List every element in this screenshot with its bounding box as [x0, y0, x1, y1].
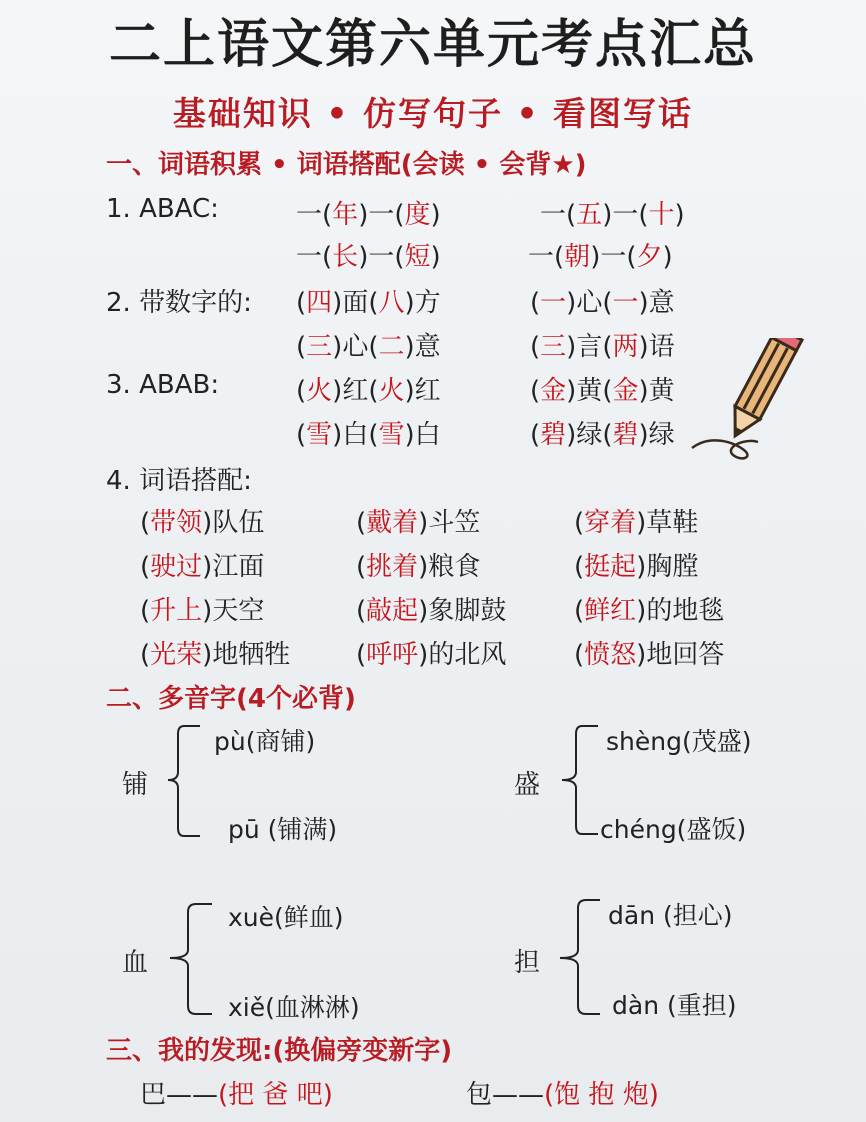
collocation-item: (光荣)地牺牲 [140, 640, 291, 670]
abac-item: 一(年)一(度) [296, 200, 441, 230]
answer-text: 火 [378, 376, 405, 406]
answer-text: 碧 [612, 420, 639, 450]
section-2-heading: 二、多音字(4个必背) [106, 684, 356, 714]
answer-text: 三 [540, 332, 567, 362]
collocation-item: (挑着)粮食 [356, 552, 481, 582]
answer-text: 光荣 [150, 640, 203, 670]
pencil-icon [688, 338, 828, 462]
polyphone-reading: dàn (重担) [612, 991, 737, 1020]
answer-text: 戴着 [366, 508, 419, 538]
answer-text: 长 [332, 242, 359, 272]
collocation-item: (升上)天空 [140, 596, 265, 626]
answer-text: 鲜红 [584, 596, 637, 626]
abab-item: (雪)白(雪)白 [296, 420, 441, 450]
abab-item: (金)黄(金)黄 [530, 376, 675, 406]
answer-text: 年 [332, 200, 359, 230]
answer-text: 八 [378, 288, 405, 318]
answer-text: 五 [576, 200, 603, 230]
radical-words: (把 爸 吧) [218, 1080, 333, 1110]
abab-item: (火)红(火)红 [296, 376, 441, 406]
page-title: 二上语文第六单元考点汇总 [108, 15, 757, 75]
answer-text: 两 [612, 332, 639, 362]
answer-text: 升上 [150, 596, 203, 626]
collocation-item: (驶过)江面 [140, 552, 265, 582]
answer-text: 度 [404, 200, 431, 230]
abab-item: (碧)绿(碧)绿 [530, 420, 675, 450]
radical-base: 巴—— [140, 1080, 219, 1110]
polyphone-char: 血 [122, 948, 149, 978]
section-3-heading: 三、我的发现:(换偏旁变新字) [106, 1036, 453, 1066]
answer-text: 十 [648, 200, 675, 230]
star-icon: ★ [551, 150, 575, 180]
polyphone-reading: shèng(茂盛) [606, 727, 752, 756]
section-1-heading [106, 144, 587, 181]
page-subtitle: 基础知识 • 仿写句子 • 看图写话 [172, 94, 694, 133]
answer-text: 三 [306, 332, 333, 362]
answer-text: 金 [612, 376, 639, 406]
answer-text: 挑着 [366, 552, 419, 582]
answer-text: 四 [306, 288, 333, 318]
polyphone-reading: pù(商铺) [214, 727, 316, 756]
brace-icon [546, 896, 604, 1020]
abac-item: 一(长)一(短) [296, 242, 441, 272]
answer-text: 雪 [306, 420, 333, 450]
brace-icon [154, 900, 216, 1020]
brace-icon [154, 722, 204, 842]
collocation-item: (带领)队伍 [140, 508, 265, 538]
collocation-item: (敲起)象脚鼓 [356, 596, 507, 626]
abab-label: 3. ABAB: [106, 370, 220, 400]
collocation-item: (挺起)胸膛 [574, 552, 699, 582]
radical-words: (饱 抱 炮) [544, 1080, 659, 1110]
collocation-item: (鲜红)的地毯 [574, 596, 725, 626]
collocation-item: (呼呼)的北风 [356, 640, 507, 670]
answer-text: 短 [404, 242, 431, 272]
answer-text: 挺起 [584, 552, 637, 582]
answer-text: 驶过 [150, 552, 203, 582]
answer-text: 穿着 [584, 508, 637, 538]
collocation-item: (穿着)草鞋 [574, 508, 699, 538]
answer-text: 火 [306, 376, 333, 406]
answer-text: 夕 [636, 242, 663, 272]
answer-text: 朝 [564, 242, 591, 272]
answer-text: 带领 [150, 508, 203, 538]
section-1-heading-close: ) [574, 150, 587, 180]
answer-text: 一 [540, 288, 567, 318]
numbers-item: (三)言(两)语 [530, 332, 675, 362]
answer-text: 二 [378, 332, 405, 362]
collocation-item: (愤怒)地回答 [574, 640, 725, 670]
numbers-item: (四)面(八)方 [296, 288, 441, 318]
polyphone-reading: xiě(血淋淋) [228, 993, 360, 1022]
polyphone-reading: xuè(鲜血) [228, 903, 344, 932]
polyphone-reading: chéng(盛饭) [600, 815, 747, 844]
collocation-label: 4. 词语搭配: [106, 466, 252, 496]
answer-text: 雪 [378, 420, 405, 450]
polyphone-char: 担 [514, 948, 541, 978]
answer-text: 碧 [540, 420, 567, 450]
abac-item: 一(五)一(十) [540, 200, 685, 230]
brace-icon [546, 722, 602, 840]
numbers-item: (一)心(一)意 [530, 288, 675, 318]
radical-item [140, 1074, 333, 1111]
polyphone-reading: dān (担心) [608, 901, 733, 930]
abac-item: 一(朝)一(夕) [528, 242, 673, 272]
abac-label: 1. ABAC: [106, 194, 219, 224]
polyphone-char: 铺 [122, 770, 149, 800]
radical-base: 包—— [466, 1080, 545, 1110]
answer-text: 敲起 [366, 596, 419, 626]
numbers-label: 2. 带数字的: [106, 288, 252, 318]
answer-text: 一 [612, 288, 639, 318]
polyphone-char: 盛 [514, 770, 541, 800]
answer-text: 愤怒 [584, 640, 637, 670]
numbers-item: (三)心(二)意 [296, 332, 441, 362]
collocation-item: (戴着)斗笠 [356, 508, 481, 538]
polyphone-reading: pū (铺满) [228, 815, 338, 844]
answer-text: 呼呼 [366, 640, 419, 670]
radical-item [466, 1074, 659, 1111]
answer-text: 金 [540, 376, 567, 406]
section-1-heading-text: 一、词语积累 • 词语搭配(会读 • 会背 [106, 150, 552, 180]
